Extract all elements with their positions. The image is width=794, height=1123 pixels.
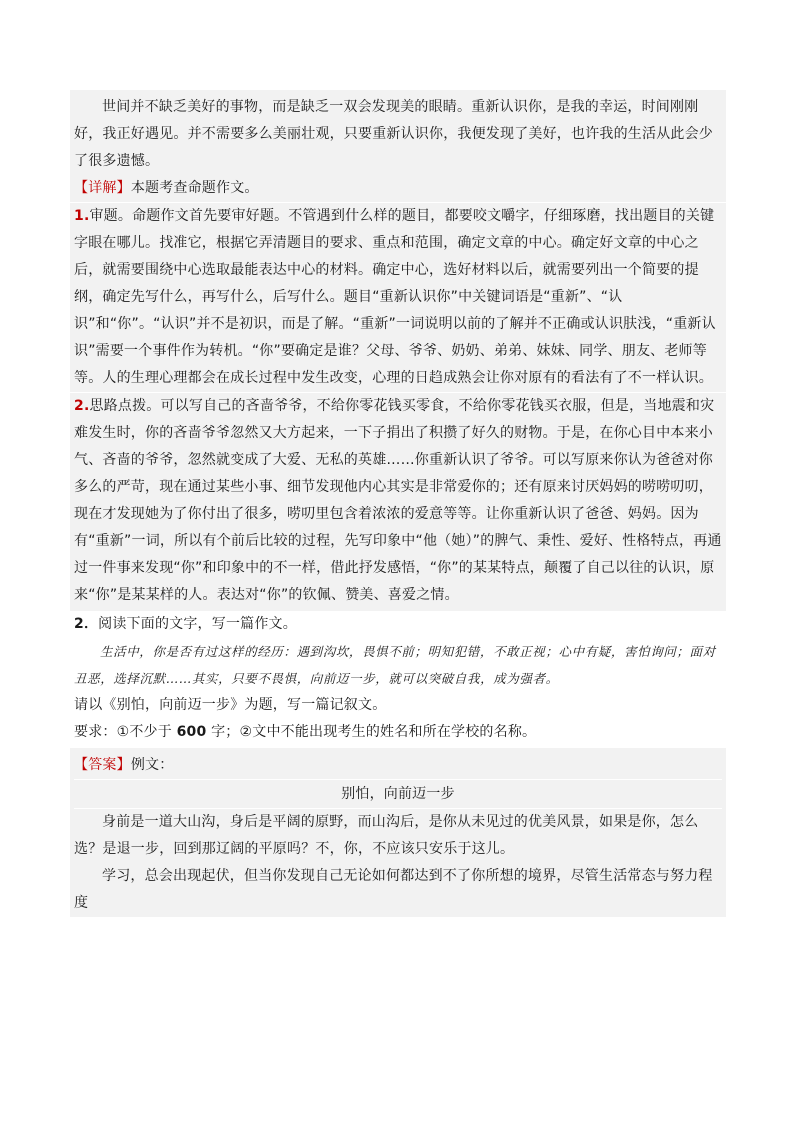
document-page — [70, 90, 726, 917]
question-2-instruction: 请以《别怕，向前迈一步》为题，写一篇记叙文。 — [74, 697, 387, 713]
point-1-text: 审题。命题作文首先要审好题。不管遇到什么样的题目，都要咬文嚼字，仔细琢磨，找出题目的关键字眼在哪儿。找准它，根据它弄清题目的要求、重点和范围，确定文章的中心。确定好文章的中心之后，就需要围绕中心选取最能表达中心的材料。确定中心，选好材料以后，就需要列出一个简要的提纲，确定先写什么，再写什么，后写什么。题目“重新认识你”中关键词语是“重新”、“认识”和“你”。“认识”并不是初识，而是了解。“重新”一词说明以前的了解并不正确或认识肤浅，“重新认识”需要一个事件作为转机。“你”要确定是谁？父母、爷爷、奶奶、弟弟、妹妹、同学、朋友、老师等等。人的生理心理都会在成长过程中发生改变，心理的日趋成熟会让你对原有的看法有了不一样认识。 — [74, 208, 716, 386]
detail-tag: 【详解】 — [74, 180, 131, 196]
detail-text: 本题考查命题作文。 — [130, 180, 259, 196]
point-2-paragraph — [74, 393, 722, 609]
question-2-prompt: 阅读下面的文字，写一篇作文。 — [98, 616, 297, 632]
point-2-text: 思路点拨。可以写自己的吝啬爷爷，不给你零花钱买零食，不给你零花钱买衣服，但是，当地震和灾难发生时，你的吝啬爷爷忽然又大方起来，一下子捐出了积攒了好久的财物。于是，在你心目中本来小气、吝啬的爷爷，忽然就变成了大爱、无私的英雄……你重新认识了爷爷。可以写原来你认为爸爸对你多么的严苛，现在通过某些小事、细节发现他内心其实是非常爱你的；还有原来讨厌妈妈的唠唠叨叨，现在才发现她为了你付出了很多，唠叨里包含着浓浓的爱意等等。让你重新认识了爸爸、妈妈。因为有“重新”一词，所以有个前后比较的过程，先写印象中“他（她）”的脾气、秉性、爱好、性格特点，再通过一件事来发现“你”和印象中的不一样，借此抒发感悟，“你”的某某特点，颠覆了自己以往的认识，原来“你”是某某样的人。表达对“你”的钦佩、赞美、喜爱之情。 — [74, 398, 722, 603]
question-2 — [70, 611, 726, 746]
question-2-prompt-line — [74, 611, 722, 638]
answer-block-2 — [70, 748, 726, 917]
essay-paragraph-1: 身前是一道大山沟，身后是平阔的原野，而山沟后，是你从未见过的优美风景，如果是你，怎么选？是退一步，回到那辽阔的平原吗？不，你，不应该只安乐于这儿。 — [74, 814, 699, 857]
point-1-number: 1. — [74, 208, 90, 224]
word-count: 600 — [176, 724, 207, 740]
question-2-requirement: 要求：①不少于 600 字；②文中不能出现考生的姓名和所在学校的名称。 — [74, 724, 537, 740]
point-2-number: 2. — [74, 398, 90, 414]
detail-line — [74, 175, 722, 202]
answer-block-1 — [70, 90, 726, 611]
answer-label: 例文： — [130, 757, 174, 773]
answer-line — [74, 752, 722, 779]
question-2-number: 2． — [74, 616, 99, 632]
answer-tag: 【答案】 — [74, 757, 131, 773]
essay-closing-paragraph: 世间并不缺乏美好的事物，而是缺乏一双会发现美的眼睛。重新认识你，是我的幸运，时间刚刚好，我正好遇见。并不需要多么美丽壮观，只要重新认识你，我便发现了美好，也许我的生活从此会少了很多遗憾。 — [74, 99, 713, 169]
question-2-material: 生活中，你是否有过这样的经历：遇到沟坎，畏惧不前；明知犯错，不敢正视；心中有疑，害怕询问；面对丑恶，选择沉默……其实，只要不畏惧，向前迈一步，就可以突破自我，成为强者。 — [74, 644, 716, 686]
point-1-paragraph — [74, 203, 722, 392]
essay-title: 别怕，向前迈一步 — [74, 779, 722, 809]
essay-paragraph-2: 学习，总会出现起伏，但当你发现自己无论如何都达到不了你所想的境界，尽管生活常态与努力程度 — [74, 868, 713, 911]
